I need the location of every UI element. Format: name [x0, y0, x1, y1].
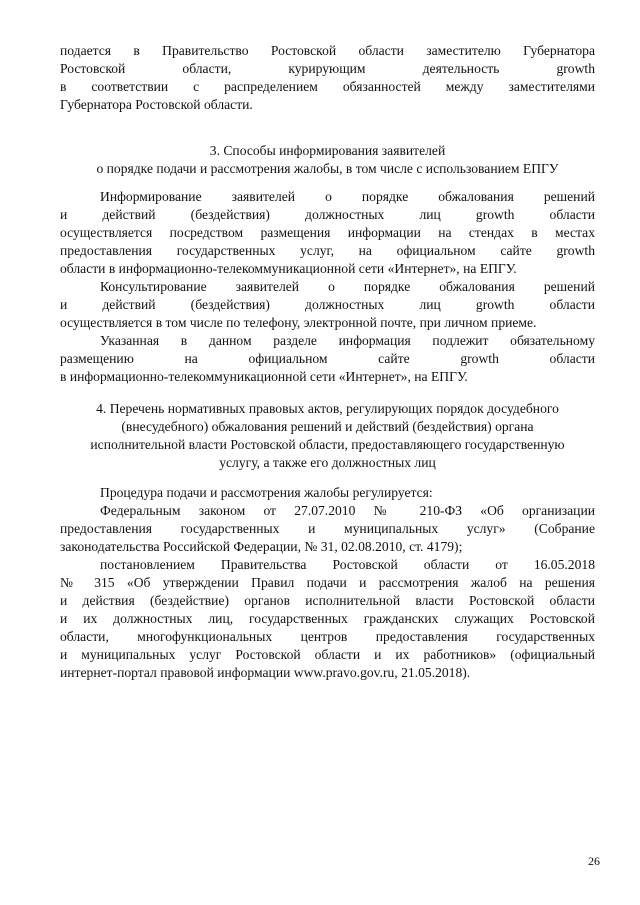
text-line: Федеральным законом от 27.07.2010 № 210-ФЗ «Об организации [100, 503, 595, 518]
section-4-heading [60, 400, 595, 472]
text-line: осуществляется посредством размещения информации на стендах в местах [60, 225, 595, 240]
text-line: области, многофункциональных центров предоставления государственных [60, 629, 595, 644]
text-line: постановлением Правительства Ростовской области от 16.05.2018 [100, 557, 595, 572]
heading-line: исполнительной власти Ростовской области, предоставляющего государственную [90, 437, 565, 452]
heading-line: о порядке подачи и рассмотрения жалобы, в том числе с использованием ЕПГУ [96, 161, 559, 176]
text-line: области в информационно-телекоммуникационной сети «Интернет», на ЕПГУ. [60, 261, 517, 276]
text-line: Губернатора Ростовской области. [60, 97, 253, 112]
paragraph-continuation [60, 42, 595, 114]
text-line: и действий (бездействия) должностных лиц growth области [60, 297, 595, 312]
text-line: Ростовской области, курирующим деятельность growth [60, 61, 595, 76]
heading-line: 4. Перечень нормативных правовых актов, регулирующих порядок досудебного [96, 401, 559, 416]
text-line: Информирование заявителей о порядке обжалования решений [100, 189, 595, 204]
text-line: Указанная в данном разделе информация подлежит обязательному [100, 333, 595, 348]
text-line: предоставления государственных и муниципальных услуг» (Собрание [60, 521, 595, 536]
heading-line: услугу, а также его должностных лиц [219, 455, 436, 470]
text-line: Консультирование заявителей о порядке обжалования решений [100, 279, 595, 294]
text-line: подается в Правительство Ростовской области заместителю Губернатора [60, 43, 595, 58]
section-4-paragraph-2 [60, 502, 595, 556]
text-line: и действия (бездействие) органов исполнительной власти Ростовской области [60, 593, 595, 608]
heading-line: 3. Способы информирования заявителей [209, 143, 446, 158]
page-number: 26 [588, 854, 600, 868]
section-3-paragraph-2 [60, 278, 595, 332]
text-line: предоставления государственных услуг, на официальном сайте growth [60, 243, 595, 258]
heading-line: (внесудебного) обжалования решений и действий (бездействия) органа [121, 419, 534, 434]
section-3-heading [60, 142, 595, 178]
text-line: законодательства Российской Федерации, № 31, 02.08.2010, ст. 4179); [60, 539, 463, 554]
section-3-paragraph-1 [60, 188, 595, 278]
text-line: и муниципальных услуг Ростовской области и их работников» (официальный [60, 647, 595, 662]
text-line: и действий (бездействия) должностных лиц growth области [60, 207, 595, 222]
text-line: интернет-портал правовой информации www.pravo.gov.ru, 21.05.2018). [60, 665, 471, 680]
text-line: Процедура подачи и рассмотрения жалобы регулируется: [100, 485, 433, 500]
section-4-paragraph-3 [60, 556, 595, 682]
section-4-paragraph-1 [60, 484, 595, 502]
text-line: в соответствии с распределением обязанностей между заместителями [60, 79, 595, 94]
text-line: в информационно-телекоммуникационной сети «Интернет», на ЕПГУ. [60, 369, 468, 384]
text-line: осуществляется в том числе по телефону, электронной почте, при личном приеме. [60, 315, 537, 330]
section-3-paragraph-3 [60, 332, 595, 386]
text-line: размещению на официальном сайте growth области [60, 351, 595, 366]
text-line: № 315 «Об утверждении Правил подачи и рассмотрения жалоб на решения [60, 575, 595, 590]
text-line: и их должностных лиц, государственных гражданских служащих Ростовской [60, 611, 595, 626]
